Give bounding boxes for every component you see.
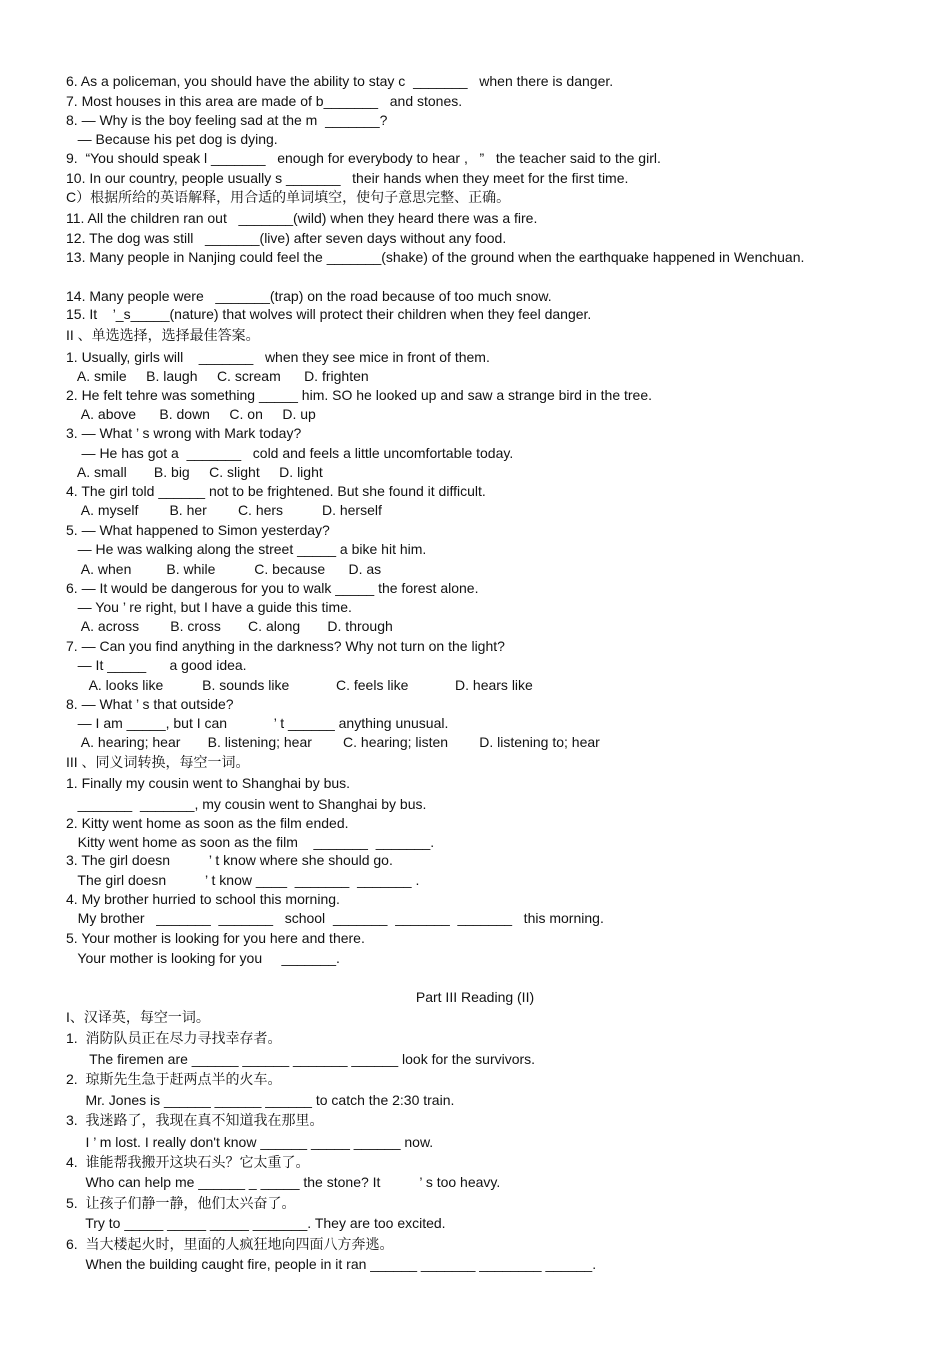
syn2-rewrite: Kitty went home as soon as the film _______ _______. <box>66 834 435 850</box>
q8-answer: — Because his pet dog is dying. <box>66 131 278 147</box>
q15-nature: 15. It ’_s_____(nature) that wolves will protect their children when they feel danger. <box>66 306 592 322</box>
part-iii-title: Part III Reading (II) <box>415 989 535 1005</box>
section-ii-heading: II 、单选选择，选择最佳答案。 <box>66 327 260 343</box>
syn3-original: 3. The girl doesn ’ t know where she should go. <box>66 852 393 868</box>
mc2-options: A. above B. down C. on D. up <box>66 406 316 422</box>
syn1-original: 1. Finally my cousin went to Shanghai by bus. <box>66 775 351 791</box>
q10-shake-hands: 10. In our country, people usually s _______ their hands when they meet for the first time. <box>66 170 629 186</box>
mc3-answer: — He has got a _______ cold and feels a little uncomfortable today. <box>66 445 514 461</box>
mc1-question: 1. Usually, girls will _______ when they see mice in front of them. <box>66 349 490 365</box>
syn4-rewrite: My brother _______ _______ school _______ _______ _______ this morning. <box>66 910 604 926</box>
q7-made-of: 7. Most houses in this area are made of b_______ and stones. <box>66 93 463 109</box>
tr6-chinese: 6. 当大楼起火时，里面的人疯狂地向四面八方奔逃。 <box>66 1236 394 1252</box>
section-c-heading: C）根据所给的英语解释，用合适的单词填空，使句子意思完整、正确。 <box>66 189 511 205</box>
section-i-heading: I、汉译英，每空一词。 <box>66 1009 210 1025</box>
syn4-original: 4. My brother hurried to school this morning. <box>66 891 340 907</box>
q12-live: 12. The dog was still _______(live) after seven days without any food. <box>66 230 507 246</box>
q6-stay-calm: 6. As a policeman, you should have the ability to stay c _______ when there is danger. <box>66 73 614 89</box>
mc8-answer: — I am _____, but I can ’ t ______ anything unusual. <box>66 715 449 731</box>
syn3-rewrite: The girl doesn ’ t know ____ _______ _______ . <box>66 872 420 888</box>
mc8-question: 8. — What ’ s that outside? <box>66 696 234 712</box>
mc4-question: 4. The girl told ______ not to be frightened. But she found it difficult. <box>66 483 486 499</box>
mc7-answer: — It _____ a good idea. <box>66 657 247 673</box>
q11-wild: 11. All the children ran out _______(wild) when they heard there was a fire. <box>66 210 538 226</box>
mc1-options: A. smile B. laugh C. scream D. frighten <box>66 368 369 384</box>
q14-trap: 14. Many people were _______(trap) on the road because of too much snow. <box>66 288 552 304</box>
mc7-question: 7. — Can you find anything in the darkness? Why not turn on the light? <box>66 638 505 654</box>
mc6-answer: — You ’ re right, but I have a guide this time. <box>66 599 352 615</box>
mc8-options: A. hearing; hear B. listening; hear C. hearing; listen D. listening to; hear <box>66 734 600 750</box>
syn1-rewrite: _______ _______, my cousin went to Shanghai by bus. <box>66 796 427 812</box>
mc6-question: 6. — It would be dangerous for you to walk _____ the forest alone. <box>66 580 479 596</box>
tr4-english: Who can help me ______ _ _____ the stone? It ’ s too heavy. <box>66 1174 501 1190</box>
tr5-chinese: 5. 让孩子们静一静，他们太兴奋了。 <box>66 1195 296 1211</box>
tr5-english: Try to _____ _____ _____ _______. They are too excited. <box>66 1215 446 1231</box>
mc6-options: A. across B. cross C. along D. through <box>66 618 393 634</box>
mc3-question: 3. — What ’ s wrong with Mark today? <box>66 425 302 441</box>
q9-speak-loudly: 9. “You should speak l _______ enough for everybody to hear , ” the teacher said to the girl. <box>66 150 661 166</box>
mc5-answer: — He was walking along the street _____ a bike hit him. <box>66 541 427 557</box>
syn5-rewrite: Your mother is looking for you _______. <box>66 950 340 966</box>
tr4-chinese: 4. 谁能帮我搬开这块石头？它太重了。 <box>66 1154 310 1170</box>
tr3-english: I ’ m lost. I really don't know ______ _____ ______ now. <box>66 1134 434 1150</box>
mc3-options: A. small B. big C. slight D. light <box>66 464 323 480</box>
mc5-options: A. when B. while C. because D. as <box>66 561 382 577</box>
tr3-chinese: 3. 我迷路了，我现在真不知道我在那里。 <box>66 1112 324 1128</box>
syn5-original: 5. Your mother is looking for you here and there. <box>66 930 365 946</box>
tr1-english: The firemen are ______ ______ _______ ______ look for the survivors. <box>66 1051 536 1067</box>
tr2-chinese: 2. 琼斯先生急于赶两点半的火车。 <box>66 1071 282 1087</box>
q8-question: 8. — Why is the boy feeling sad at the m _______? <box>66 112 388 128</box>
mc5-question: 5. — What happened to Simon yesterday? <box>66 522 330 538</box>
tr6-english: When the building caught fire, people in it ran ______ _______ ________ ______. <box>66 1256 597 1272</box>
tr2-english: Mr. Jones is ______ ______ ______ to catch the 2:30 train. <box>66 1092 455 1108</box>
syn2-original: 2. Kitty went home as soon as the film ended. <box>66 815 349 831</box>
tr1-chinese: 1. 消防队员正在尽力寻找幸存者。 <box>66 1030 282 1046</box>
mc2-question: 2. He felt tehre was something _____ him. SO he looked up and saw a strange bird in the tree. <box>66 387 653 403</box>
section-iii-heading: III 、同义词转换，每空一词。 <box>66 754 250 770</box>
mc4-options: A. myself B. her C. hers D. herself <box>66 502 382 518</box>
mc7-options: A. looks like B. sounds like C. feels like D. hears like <box>66 677 533 693</box>
q13-shake: 13. Many people in Nanjing could feel the _______(shake) of the ground when the earthquake happened in Wenchuan. <box>66 249 805 265</box>
